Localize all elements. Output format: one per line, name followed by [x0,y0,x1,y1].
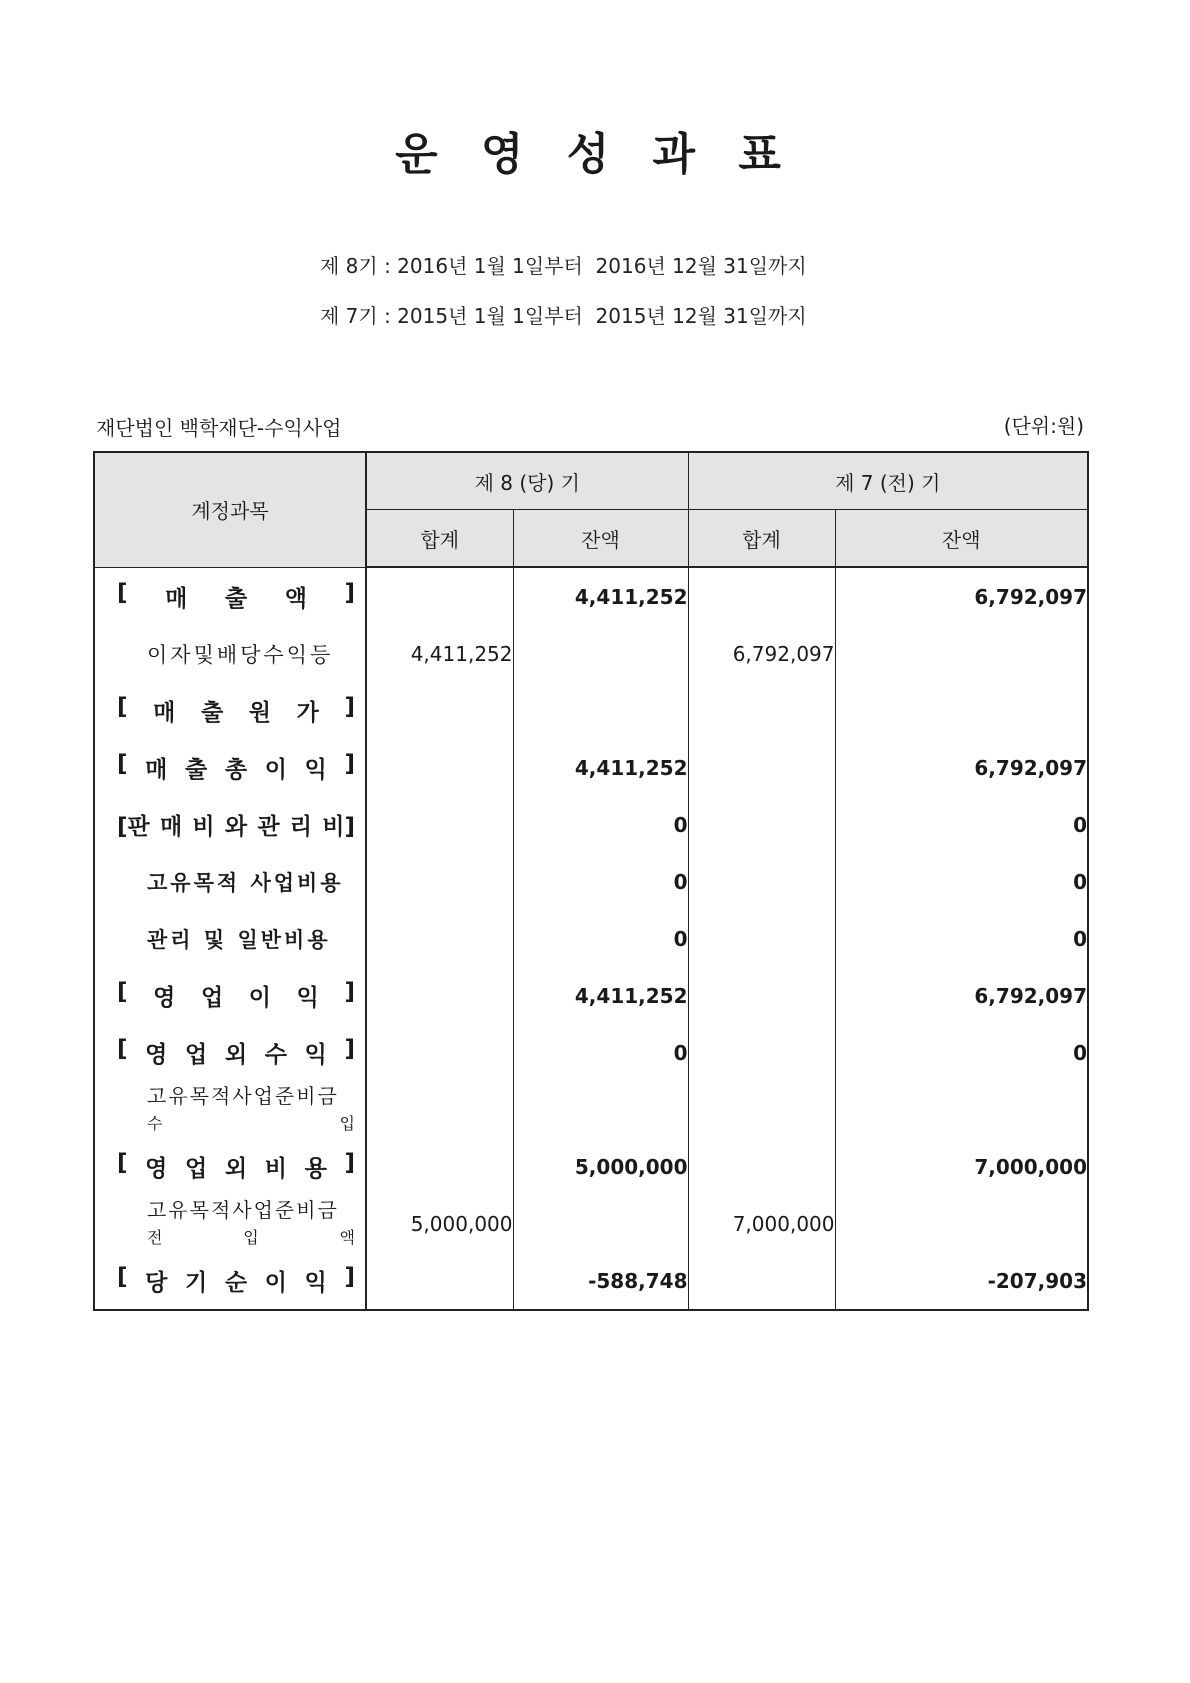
section-label-part: ] [344,579,355,606]
section-label-part: 액 [284,585,307,612]
section-label [117,1036,355,1069]
section-label-part: 비] [322,814,355,840]
prior-balance-cell: 0 [835,796,1088,853]
section-label-part: [ [117,979,128,1005]
prior-balance-cell: 6,792,097 [835,967,1088,1024]
table-row [94,796,1088,853]
current-balance-cell: -588,748 [513,1252,688,1310]
current-total-cell [366,682,513,739]
sub-account-label: 이자및배당수익등 [147,642,334,667]
section-label-part: ] [344,1264,355,1290]
section-label-part: 출 [200,700,224,726]
section-label-part: 기 [185,1270,208,1296]
account-cell [94,739,366,796]
section-label-part: 익 [296,985,319,1011]
prior-balance-cell [835,625,1088,682]
section-label-part: ] [344,1150,355,1176]
table-row [94,967,1088,1024]
section-label-part: 당 [145,1270,168,1296]
table-row [94,1138,1088,1195]
sub-account-label-line2 [147,1110,357,1138]
section-label-part: 업 [185,1156,208,1182]
section-label-part: 업 [200,985,224,1011]
current-balance-cell [513,682,688,739]
sub-account-label-part: 액 [339,1227,357,1247]
header-current-total: 합계 [366,510,513,568]
current-balance-cell: 4,411,252 [513,567,688,625]
table-row [94,853,1088,910]
sub-account-label: 관리 및 일반비용 [147,927,331,952]
period-current: 제 8기 : 2016년 1월 1일부터 2016년 12월 31일까지 [320,254,807,278]
table-row [94,625,1088,682]
section-label-part: [판 [117,814,150,840]
section-label-part: ] [344,979,355,1005]
current-total-cell [366,910,513,967]
prior-total-cell: 6,792,097 [688,625,835,682]
current-balance-cell: 5,000,000 [513,1138,688,1195]
current-balance-cell: 0 [513,853,688,910]
header-prior-balance: 잔액 [835,510,1088,568]
current-balance-cell [513,1081,688,1138]
account-cell [94,682,366,739]
section-label-part: 익 [304,757,327,783]
section-label-part: 영 [153,985,176,1011]
current-balance-cell: 4,411,252 [513,739,688,796]
section-label-part: 이 [264,1270,287,1296]
header-prior-total: 합계 [688,510,835,568]
prior-balance-cell [835,1195,1088,1252]
prior-balance-cell: 7,000,000 [835,1138,1088,1195]
current-total-cell [366,739,513,796]
statement-body [94,567,1088,1310]
section-label-part: ] [344,694,355,720]
prior-total-cell [688,1138,835,1195]
account-cell [94,1024,366,1081]
section-label-part: 관 [257,814,280,840]
section-label-part: 총 [224,757,248,783]
section-label-part: 매 [165,585,188,612]
section-label-part: 순 [224,1270,248,1296]
prior-balance-cell [835,1081,1088,1138]
sub-account-label: 고유목적 사업비용 [147,870,344,895]
header-prior-period: 제 7 (전) 기 [688,452,1088,510]
current-total-cell: 4,411,252 [366,625,513,682]
prior-balance-cell [835,682,1088,739]
account-cell [94,1195,366,1252]
section-label [117,1264,355,1297]
current-balance-cell [513,1195,688,1252]
current-total-cell [366,1024,513,1081]
section-label-part: 매 [159,814,183,840]
section-label-part: ] [344,1036,355,1062]
prior-total-cell: 7,000,000 [688,1195,835,1252]
section-label-part: [ [117,694,128,720]
section-label [117,1150,355,1183]
prior-total-cell [688,853,835,910]
current-total-cell [366,567,513,625]
section-label-part: 영 [145,1042,168,1068]
current-total-cell [366,853,513,910]
table-row [94,1195,1088,1252]
table-row [94,567,1088,625]
current-total-cell: 5,000,000 [366,1195,513,1252]
account-cell [94,625,366,682]
section-label-part: 용 [304,1156,327,1182]
current-balance-cell [513,625,688,682]
section-label-part: 외 [224,1042,248,1068]
sub-account-label-part: 전 [147,1227,165,1247]
account-cell [94,853,366,910]
current-balance-cell: 0 [513,796,688,853]
section-label-part: 이 [248,985,271,1011]
prior-total-cell [688,1024,835,1081]
section-label-part: 와 [224,814,248,840]
current-total-cell [366,967,513,1024]
section-label-part: [ [117,1036,128,1062]
sub-account-label-line1: 고유목적사업준비금 [147,1083,339,1108]
sub-account-label-line2 [147,1224,357,1252]
section-label-part: 업 [185,1042,208,1068]
table-row [94,1081,1088,1138]
current-total-cell [366,1138,513,1195]
income-statement-table [93,451,1089,1311]
table-row [94,1024,1088,1081]
section-label-part: 이 [264,757,287,783]
prior-balance-cell: 0 [835,910,1088,967]
section-label-part: 출 [185,757,208,783]
prior-total-cell [688,910,835,967]
current-total-cell [366,1081,513,1138]
section-label [117,751,355,784]
prior-total-cell [688,567,835,625]
section-label-part: 수 [264,1042,287,1068]
table-row [94,739,1088,796]
prior-total-cell [688,1081,835,1138]
sub-account-label-part: 입 [339,1113,357,1133]
section-label-part: 외 [224,1156,248,1182]
account-cell [94,910,366,967]
sub-account-label-part: 수 [147,1113,165,1133]
prior-total-cell [688,739,835,796]
table-row [94,910,1088,967]
section-label [117,694,355,727]
prior-total-cell [688,967,835,1024]
header-account: 계정과목 [94,452,366,567]
section-label-part: ] [344,751,355,777]
sub-account-label [117,1082,365,1138]
section-label-part: 원 [248,700,271,726]
section-label-part: 비 [192,814,215,840]
account-cell [94,1252,366,1310]
section-label [117,580,355,613]
current-balance-cell: 4,411,252 [513,967,688,1024]
section-label-part: 리 [289,814,312,840]
unit-label: (단위:원) [1003,414,1084,438]
section-label-part: 매 [153,700,176,726]
section-label [117,808,355,841]
header-current-period: 제 8 (당) 기 [366,452,688,510]
period-prior: 제 7기 : 2015년 1월 1일부터 2015년 12월 31일까지 [320,304,807,328]
section-label-part: 비 [264,1156,287,1182]
section-label-part: [ [117,579,128,606]
section-label-part: 익 [304,1042,327,1068]
account-cell [94,796,366,853]
current-balance-cell: 0 [513,1024,688,1081]
organization-name: 재단법인 백학재단-수익사업 [96,416,342,440]
sub-account-label [117,1196,365,1252]
account-cell [94,1138,366,1195]
account-cell [94,967,366,1024]
prior-balance-cell: 6,792,097 [835,567,1088,625]
section-label-part: [ [117,1264,128,1290]
sub-account-label-line1: 고유목적사업준비금 [147,1197,339,1222]
page-title: 운 영 성 과 표 [395,129,795,180]
table-row [94,1252,1088,1310]
section-label-part: [ [117,1150,128,1176]
account-cell [94,1081,366,1138]
prior-total-cell [688,796,835,853]
table-row [94,682,1088,739]
section-label-part: [ [117,751,128,777]
section-label-part: 출 [224,585,248,612]
section-label-part: 가 [296,700,319,726]
current-total-cell [366,796,513,853]
section-label [117,979,355,1012]
header-current-balance: 잔액 [513,510,688,568]
prior-total-cell [688,682,835,739]
prior-total-cell [688,1252,835,1310]
section-label-part: 매 [145,757,168,783]
section-label-part: 영 [145,1156,168,1182]
sub-account-label-part: 입 [243,1227,261,1247]
prior-balance-cell: 6,792,097 [835,739,1088,796]
current-total-cell [366,1252,513,1310]
current-balance-cell: 0 [513,910,688,967]
prior-balance-cell: 0 [835,853,1088,910]
prior-balance-cell: -207,903 [835,1252,1088,1310]
account-cell [94,567,366,625]
section-label-part: 익 [304,1270,327,1296]
prior-balance-cell: 0 [835,1024,1088,1081]
